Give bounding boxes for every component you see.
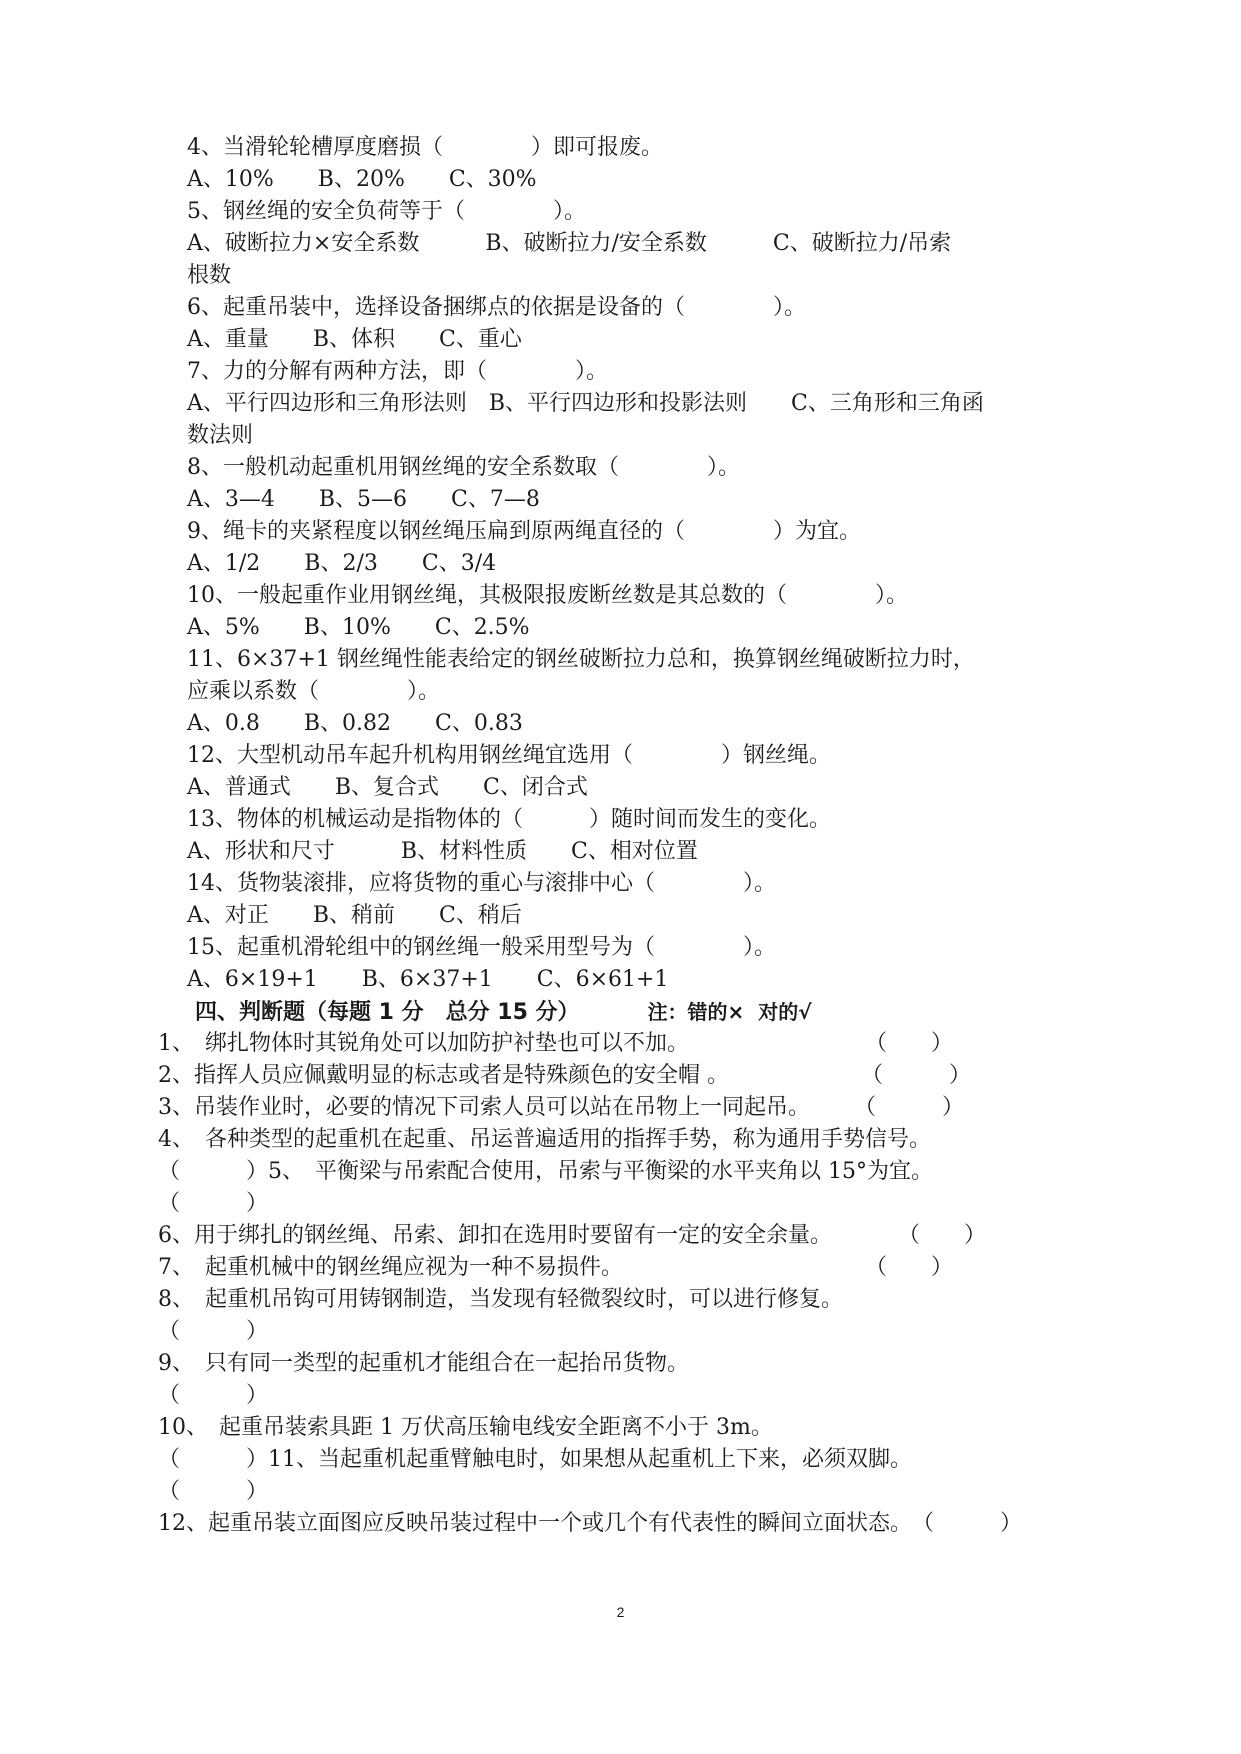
section-note: 注：错的× 对的√	[647, 1000, 812, 1024]
tf-line-11: 9、 只有同一类型的起重机才能组合在一起抬吊货物。	[158, 1351, 689, 1376]
question-5: 5、钢丝绳的安全负荷等于（ ）。	[187, 199, 586, 224]
question-9: 9、绳卡的夹紧程度以钢丝绳压扁到原两绳直径的（ ）为宜。	[187, 519, 861, 544]
options-14: A、对正 B、稍前 C、稍后	[187, 903, 522, 928]
question-7: 7、力的分解有两种方法，即（ ）。	[187, 359, 608, 384]
options-6: A、重量 B、体积 C、重心	[187, 327, 522, 352]
options-8: A、3—4 B、5—6 C、7—8	[187, 487, 540, 512]
tf-line-10: （ ）	[158, 1319, 269, 1344]
tf-line-9: 8、 起重机吊钩可用铸钢制造，当发现有轻微裂纹时，可以进行修复。	[158, 1287, 843, 1312]
tf-line-13: 10、 起重吊装索具距 1 万伏高压输电线安全距离不小于 3m。	[158, 1415, 773, 1440]
question-10: 10、一般起重作业用钢丝绳，其极限报废断丝数是其总数的（ ）。	[187, 583, 908, 608]
question-4: 4、当滑轮轮槽厚度磨损（ ）即可报废。	[187, 135, 663, 160]
tf-line-3: 3、吊装作业时，必要的情况下司索人员可以站在吊物上一同起吊。 （ ）	[158, 1095, 964, 1120]
tf-line-15: （ ）	[158, 1479, 269, 1504]
question-11: 11、6×37+1 钢丝绳性能表给定的钢丝破断拉力总和，换算钢丝绳破断拉力时，	[187, 647, 975, 672]
options-4: A、10% B、20% C、30%	[187, 167, 537, 192]
options-13: A、形状和尺寸 B、材料性质 C、相对位置	[187, 839, 698, 864]
options-15: A、6×19+1 B、6×37+1 C、6×61+1	[187, 967, 669, 992]
question-12: 12、大型机动吊车起升机构用钢丝绳宜选用（ ）钢丝绳。	[187, 743, 831, 768]
page-number: 2	[616, 1604, 625, 1620]
options-12: A、普通式 B、复合式 C、闭合式	[187, 775, 588, 800]
options-10: A、5% B、10% C、2.5%	[187, 615, 530, 640]
question-8: 8、一般机动起重机用钢丝绳的安全系数取（ ）。	[187, 455, 740, 480]
tf-line-7: 6、用于绑扎的钢丝绳、吊索、卸扣在选用时要留有一定的安全余量。 （ ）	[158, 1223, 986, 1248]
question-13: 13、物体的机械运动是指物体的（ ）随时间而发生的变化。	[187, 807, 831, 832]
question-6: 6、起重吊装中，选择设备捆绑点的依据是设备的（ ）。	[187, 295, 806, 320]
question-14: 14、货物装滚排，应将货物的重心与滚排中心（ ）。	[187, 871, 776, 896]
options-7-continued: 数法则	[187, 423, 254, 448]
tf-line-1: 1、 绑扎物体时其锐角处可以加防护衬垫也可以不加。 （ ）	[158, 1031, 953, 1056]
question-15: 15、起重机滑轮组中的钢丝绳一般采用型号为（ ）。	[187, 935, 776, 960]
section-title-text: 四、判断题（每题 1 分 总分 15 分）	[195, 1000, 580, 1025]
options-5-continued: 根数	[187, 263, 232, 288]
tf-line-2: 2、指挥人员应佩戴明显的标志或者是特殊颜色的安全帽 。 （ ）	[158, 1063, 971, 1088]
tf-line-6: （ ）	[158, 1191, 269, 1216]
options-5: A、破断拉力×安全系数 B、破断拉力/安全系数 C、破断拉力/吊索	[187, 231, 952, 256]
tf-line-5: （ ）5、 平衡梁与吊索配合使用，吊索与平衡梁的水平夹角以 15°为宜。	[158, 1159, 933, 1184]
tf-line-14: （ ）11、当起重机起重臂触电时，如果想从起重机上下来，必须双脚。	[158, 1447, 912, 1472]
tf-line-4: 4、 各种类型的起重机在起重、吊运普遍适用的指挥手势，称为通用手势信号。	[158, 1127, 931, 1152]
question-11-continued: 应乘以系数（ ）。	[187, 679, 441, 704]
tf-line-8: 7、 起重机械中的钢丝绳应视为一种不易损件。 （ ）	[158, 1255, 953, 1280]
options-11: A、0.8 B、0.82 C、0.83	[187, 711, 523, 736]
options-9: A、1/2 B、2/3 C、3/4	[187, 551, 497, 576]
options-7: A、平行四边形和三角形法则 B、平行四边形和投影法则 C、三角形和三角函	[187, 391, 984, 416]
tf-line-12: （ ）	[158, 1383, 269, 1408]
tf-line-16: 12、起重吊装立面图应反映吊装过程中一个或几个有代表性的瞬间立面状态。 （ ）	[158, 1511, 1022, 1536]
section-title	[195, 996, 812, 1029]
